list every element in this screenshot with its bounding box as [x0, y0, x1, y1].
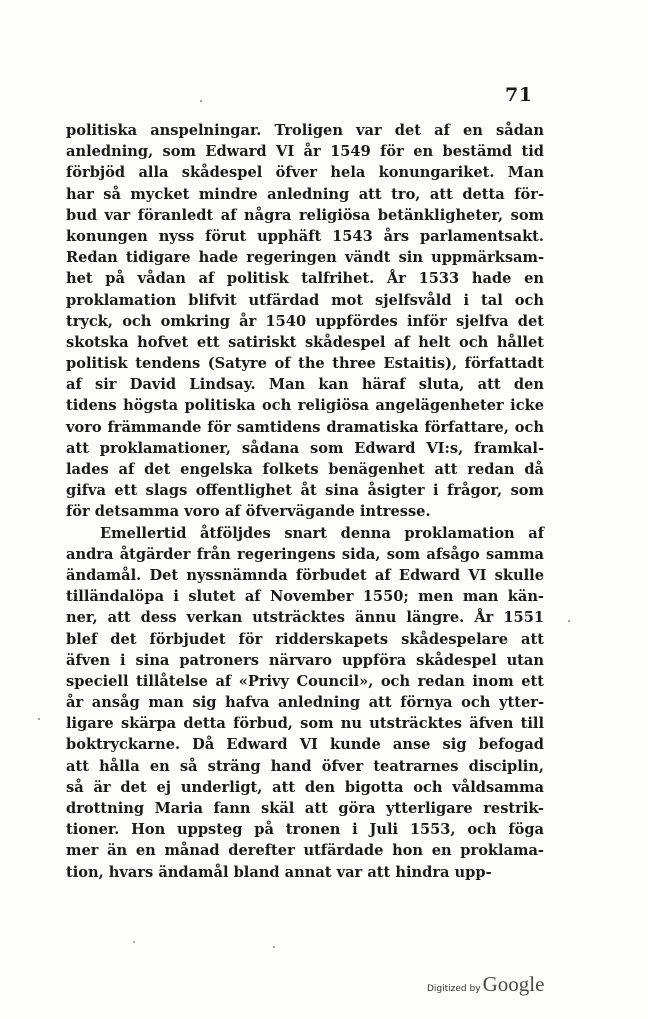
text-line: gifva ett slags offentlighet åt sina åsigter i frågor, som: [66, 482, 544, 500]
text-line: af sir David Lindsay. Man kan häraf sluta, att den: [66, 376, 544, 394]
text-line: drottning Maria fann skäl att göra ytterligare restrik-: [66, 800, 544, 817]
digitized-watermark: [427, 972, 544, 997]
text-line: voro främmande för samtidens dramatiska författare, och: [66, 418, 544, 436]
text-line: ligare skärpa detta förbud, som nu utsträcktes äfven till: [66, 715, 544, 733]
text-line: ändamål. Det nyssnämnda förbudet af Edward VI skulle: [66, 566, 544, 584]
text-line: Redan tidigare hade regeringen vändt sin uppmärksam-: [66, 249, 544, 267]
text-line: tryck, och omkring år 1540 uppfördes inför sjelfva det: [66, 312, 544, 330]
text-line: ner, att dess verkan utsträcktes ännu längre. År 1551: [66, 609, 544, 627]
text-line: lades af det engelska folkets benägenhet att redan då: [66, 461, 544, 478]
text-line: politisk tendens (Satyre of the three Estaitis), författadt: [66, 355, 544, 373]
text-line: speciell tillåtelse af «Privy Council», och redan inom ett: [66, 672, 544, 690]
text-line: har så mycket mindre anledning att tro, att detta för-: [66, 185, 544, 203]
text-line: skotska hofvet ett satiriskt skådespel af helt och hållet: [66, 333, 544, 351]
text-line: att hålla en så sträng hand öfver teatrarnes disciplin,: [66, 757, 544, 775]
text-line: tilländalöpa i slutet af November 1550; men man kän-: [66, 588, 544, 606]
text-line: tioner. Hon uppsteg på tronen i Juli 1553, och föga: [66, 821, 544, 839]
body-text: [66, 120, 544, 883]
page-number: 71: [505, 84, 533, 106]
text-line: proklamation blifvit utfärdad mot sjelfsvåld i tal och: [66, 291, 544, 309]
text-line: bud var föranledt af några religiösa betänkligheter, som: [66, 206, 544, 224]
scan-speck: [38, 718, 40, 720]
text-line: het på vådan af politisk talfrihet. År 1533 hade en: [66, 270, 544, 288]
text-line: blef det förbjudet för ridderskapets skådespelare att: [66, 630, 544, 648]
text-line: konungen nyss förut upphäft 1543 års parlamentsakt.: [66, 227, 544, 245]
watermark-prefix: Digitized by: [427, 984, 481, 994]
scan-speck: [568, 620, 570, 622]
text-line: tidens högsta politiska och religiösa angelägenheter icke: [66, 397, 544, 415]
text-line: Emellertid åtföljdes snart denna proklamation af: [100, 524, 544, 542]
text-line: politiska anspelningar. Troligen var det af en sådan: [66, 122, 544, 139]
text-line: boktryckarne. Då Edward VI kunde anse sig befogad: [66, 736, 544, 754]
scan-speck: [200, 100, 202, 102]
text-line: att proklamationer, sådana som Edward VI:s, framkal-: [66, 439, 544, 457]
text-line: förbjöd alla skådespel öfver hela konungariket. Man: [66, 164, 544, 182]
text-line: mer än en månad derefter utfärdade hon en proklama-: [66, 842, 544, 860]
scan-speck: [273, 946, 275, 948]
text-line: äfven i sina patroners närvaro uppföra skådespel utan: [66, 651, 544, 669]
text-line: år ansåg man sig hafva anledning att förnya och ytter-: [66, 694, 544, 712]
text-line: andra åtgärder från regeringens sida, som afsågo samma: [66, 545, 544, 563]
text-line: anledning, som Edward VI år 1549 för en bestämd tid: [66, 143, 544, 161]
text-line: tion, hvars ändamål bland annat var att hindra upp-: [66, 863, 492, 881]
scan-speck: [133, 941, 135, 943]
google-logo: Google: [482, 972, 545, 996]
text-line: så är det ej underligt, att den bigotta och våldsamma: [66, 778, 544, 796]
text-line: för detsamma voro af öfvervägande intresse.: [66, 503, 431, 521]
